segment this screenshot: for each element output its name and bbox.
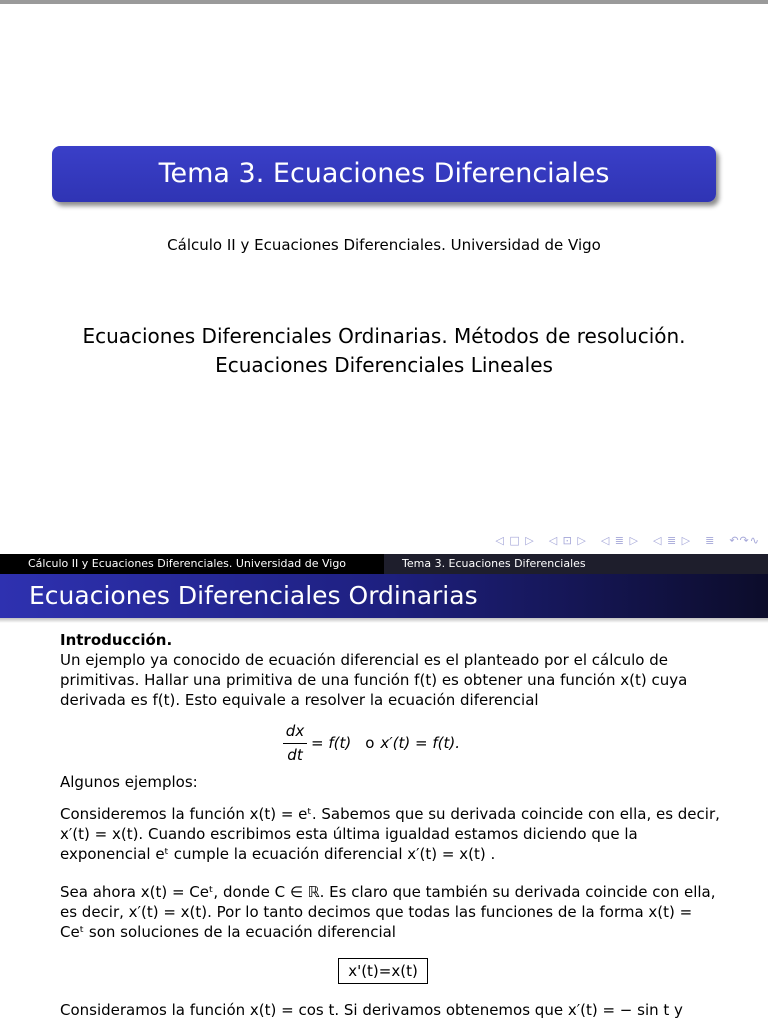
slide-headline (0, 554, 768, 574)
section-nav-icon[interactable]: ◁ ≣ ▷ (600, 534, 639, 547)
beamer-navigation-bar (495, 534, 760, 547)
examples-block (60, 772, 720, 792)
equation-rhs-2: x′(t) = f(t). (380, 734, 460, 752)
example-1-text: Consideremos la función x(t) = eᵗ. Sabemos que su derivada coincide con ella, es decir, x′(t) = x(t). Cuando escribimos esta última igualdad estamos diciendo que la exponencial eᵗ cumple la ecuación diferencial x′(t) = x(t) . (60, 805, 720, 863)
example-3-text: Consideramos la función x(t) = cos t. Si derivamos obtenemos que x′(t) = − sin t y (60, 1001, 683, 1019)
example-1 (60, 804, 720, 864)
fraction-numerator: dx (285, 722, 305, 740)
headline-title: Tema 3. Ecuaciones Diferenciales (384, 554, 768, 574)
subtitle-line-1: Ecuaciones Diferenciales Ordinarias. Métodos de resolución. (82, 324, 686, 348)
fraction-bar (283, 743, 307, 744)
subsection-nav-icon[interactable]: ◁ ⊡ ▷ (548, 534, 587, 547)
document-nav-icon[interactable]: ≣ (705, 534, 716, 547)
frame-nav-icon[interactable]: ◁ □ ▷ (495, 534, 535, 547)
equation-or: o (365, 734, 375, 752)
intro-paragraph: Un ejemplo ya conocido de ecuación diferencial es el planteado por el cálculo de primitivas. Hallar una primitiva de una función f(t) es obtener una función x(t) cuya derivada es f(t). Esto equivale a resolver la ecuación diferencial (60, 651, 688, 709)
intro-heading: Introducción. (60, 631, 173, 649)
equation-rhs-1: = f(t) (311, 734, 352, 752)
fraction-denominator: dt (287, 746, 303, 764)
slide-body (60, 630, 720, 710)
subsection-list-nav-icon[interactable]: ◁ ≣ ▷ (652, 534, 692, 547)
boxed-equation: x'(t)=x(t) (338, 958, 428, 984)
headline-institute: Cálculo II y Ecuaciones Diferenciales. Universidad de Vigo (0, 554, 384, 574)
subtitle-line-2: Ecuaciones Diferenciales Lineales (215, 353, 553, 377)
examples-label: Algunos ejemplos: (60, 773, 198, 791)
frame-title: Ecuaciones Diferenciales Ordinarias (0, 574, 768, 618)
subtitle (0, 322, 768, 380)
example-2-text: Sea ahora x(t) = Ceᵗ, donde C ∈ ℝ. Es claro que también su derivada coincide con ella, es decir, x′(t) = x(t). Por lo tanto decimos que todas las funciones de la forma x(t) = Ceᵗ son soluciones de la ecuación diferencial (60, 883, 716, 941)
search-nav-icon[interactable]: ↶↷∿ (729, 534, 760, 547)
institute: Cálculo II y Ecuaciones Diferenciales. Universidad de Vigo (167, 236, 601, 254)
frame-title-shadow (0, 618, 768, 623)
display-equation (0, 722, 768, 766)
example-2 (60, 882, 720, 942)
presentation-title: Tema 3. Ecuaciones Diferenciales (52, 146, 716, 202)
example-3 (60, 1000, 720, 1020)
equation-rhs (311, 734, 460, 752)
